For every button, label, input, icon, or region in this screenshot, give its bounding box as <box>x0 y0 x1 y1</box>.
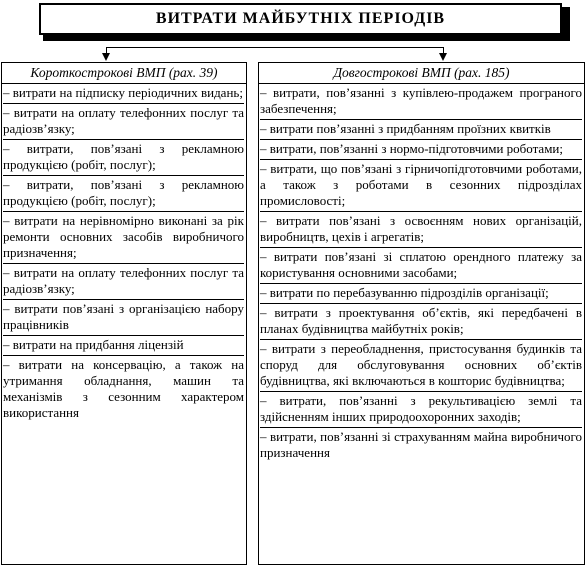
list-item: – витрати, пов’язані з рекламною продукцією (робіт, послуг); <box>3 176 244 212</box>
arrow-down-left-icon <box>102 53 110 61</box>
list-item: – витрати на консервацію, а також на утримання обладнання, машин та механізмів з сезонним характером використання <box>3 357 244 420</box>
list-item: – витрати пов’язані з організацією набору працівників <box>3 300 244 336</box>
list-item: – витрати на нерівномірно виконані за рік ремонти основних засобів виробничого призначення; <box>3 212 244 264</box>
connector-horizontal <box>106 47 444 48</box>
list-item: – витрати на придбання ліцензій <box>3 336 244 356</box>
list-item: – витрати, пов’язанні з рекультивацією землі та здійсненням інших природоохоронних заходів; <box>260 392 582 428</box>
list-item: – витрати, пов’язанні з купівлею-продажем програного забезпечення; <box>260 84 582 120</box>
short-term-list <box>2 84 246 423</box>
list-item: – витрати з переобладнення, пристосування будинків та споруд для обслуговування основних об’єктів будівництва, які включаються в кошторис будівництва; <box>260 340 582 392</box>
diagram-title: ВИТРАТИ МАЙБУТНІХ ПЕРІОДІВ <box>39 3 562 35</box>
list-item: – витрати на оплату телефонних послуг та радіозв’язку; <box>3 104 244 140</box>
list-item: – витрати пов’язані зі сплатою орендного платежу за користування основними засобами; <box>260 248 582 284</box>
list-item: – витрати з проектування об’єктів, які передбачені в планах будівництва майбутніх років; <box>260 304 582 340</box>
list-item: – витрати, що пов’язані з гірничопідготовчими роботами, а також з роботами в сезонних підрозділах промисловості; <box>260 160 582 212</box>
list-item: – витрати, пов’язанні зі страхуванням майна виробничого призначення <box>260 429 582 460</box>
list-item: – витрати на підписку періодичних видань; <box>3 84 244 104</box>
list-item: – витрати на оплату телефонних послуг та радіозв’язку; <box>3 264 244 300</box>
long-term-header: Довгострокові ВМП (рах. 185) <box>259 63 584 84</box>
arrow-down-right-icon <box>439 53 447 61</box>
list-item: – витрати, пов’язанні з нормо-підготовчими роботами; <box>260 140 582 160</box>
long-term-column <box>258 62 585 565</box>
list-item: – витрати пов’язанні з придбанням проїзних квитків <box>260 120 582 140</box>
short-term-column <box>1 62 247 565</box>
list-item: – витрати по перебазуванню підрозділів організації; <box>260 284 582 304</box>
list-item: – витрати пов’язані з освоєнням нових організацій, виробництв, цехів і агрегатів; <box>260 212 582 248</box>
short-term-header: Короткострокові ВМП (рах. 39) <box>2 63 246 84</box>
list-item: – витрати, пов’язані з рекламною продукцією (робіт, послуг); <box>3 140 244 176</box>
long-term-list <box>259 84 584 463</box>
